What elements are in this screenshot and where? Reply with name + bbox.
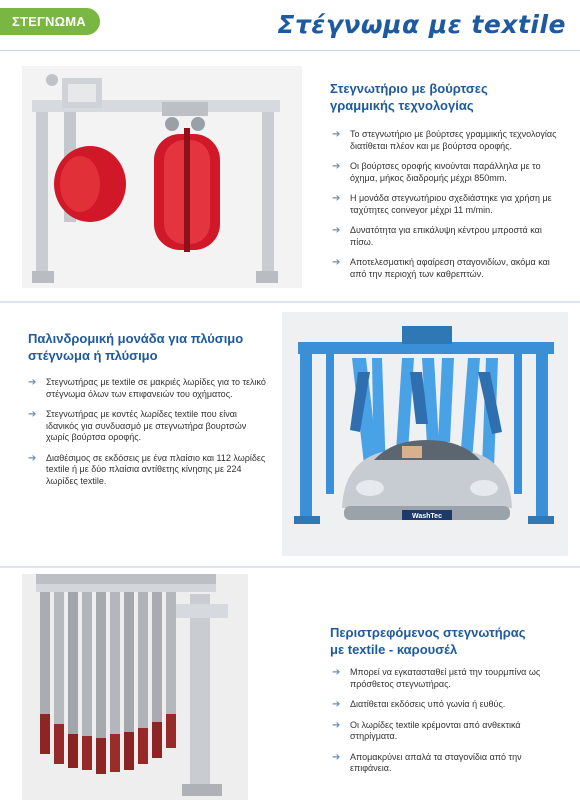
bullet-text: Η μονάδα στεγνωτήριου σχεδιάστηκε για χρήση με ταχύτητες conveyor μέχρι 11 m/min. <box>350 193 552 215</box>
section-divider <box>0 301 580 303</box>
bullet-text: Οι λωρίδες textile κρέμονται από ανθεκτικά στηρίγματα. <box>350 719 521 741</box>
page-header <box>0 0 580 48</box>
arrow-icon: ➔ <box>332 751 341 763</box>
textile-gantry-photo <box>282 312 568 556</box>
license-plate: WashTec <box>412 513 442 520</box>
section2-title-line2: στέγνωμα ή πλύσιμο <box>28 348 158 363</box>
arrow-icon: ➔ <box>332 667 341 678</box>
arrow-icon: ➔ <box>28 452 37 464</box>
arrow-icon: ➔ <box>332 699 341 710</box>
bullet-text: Μπορεί να εγκατασταθεί μετά την τουρμπίνα ως πρόσθετος στεγνωτήρας. <box>350 667 541 689</box>
list-item <box>332 752 560 775</box>
section-tag: ΣΤΕΓΝΩΜΑ <box>0 8 100 35</box>
arrow-icon: ➔ <box>332 257 341 268</box>
list-item <box>332 161 560 184</box>
section3-title-line1: Περιστρεφόμενος στεγνωτήρας <box>330 625 526 640</box>
bullet-text: Απομακρύνει απαλά τα σταγονίδια από την επιφάνεια. <box>350 751 522 773</box>
section1-title-line2: γραμμικής τεχνολογίας <box>330 98 474 113</box>
arrow-icon: ➔ <box>332 193 341 204</box>
section2-title-line1: Παλινδρομική μονάδα για πλύσιμο <box>28 331 244 346</box>
list-item <box>332 193 560 216</box>
list-item <box>332 699 560 711</box>
section1-bullets <box>332 129 560 289</box>
section2-bullets <box>28 377 268 496</box>
bullet-text: Στεγνωτήρας με textile σε μακριές λωρίδες για το τελικό στέγνωμα όλων των επιφανειών του οχήματος. <box>46 377 266 399</box>
section1-title <box>330 80 570 114</box>
section3-title <box>330 624 570 658</box>
carousel-dryer-photo <box>22 574 248 800</box>
list-item <box>332 225 560 248</box>
bullet-text: Στεγνωτήρας με κοντές λωρίδες textile που είναι ιδανικός για συνδυασμό με στεγνωτήρα βουρτσών χωρίς βούρτσα οροφής. <box>46 409 247 442</box>
bullet-text: Αποτελεσματική αφαίρεση σταγονιδίων, ακόμα και από την περιοχή των καθρεπτών. <box>350 257 550 279</box>
page-title: Στέγνωμα με textile <box>277 10 566 39</box>
header-rule <box>0 50 580 51</box>
list-item <box>28 377 268 400</box>
bullet-text: Το στεγνωτήριο με βούρτσες γραμμικής τεχνολογίας διατίθεται πλέον και με βούρτσα οροφής. <box>350 129 557 151</box>
arrow-icon: ➔ <box>28 409 37 420</box>
bullet-text: Διαθέσιμος σε εκδόσεις με ένα πλαίσιο και 112 λωρίδες textile ή με δύο πλαίσια αντίθετης κίνησης με 224 λωρίδες textile. <box>46 452 266 486</box>
list-item <box>332 129 560 152</box>
section-divider <box>0 566 580 568</box>
list-item <box>332 667 560 690</box>
bullet-text: Διατίθεται εκδόσεις υπό γωνία ή ευθύς. <box>350 699 506 709</box>
section2-title <box>28 330 278 364</box>
list-item <box>28 453 268 488</box>
section1-title-line1: Στεγνωτήριο με βούρτσες <box>330 81 488 96</box>
list-item <box>28 409 268 444</box>
arrow-icon: ➔ <box>332 129 341 140</box>
arrow-icon: ➔ <box>28 377 37 388</box>
bullet-text: Δυνατότητα για επικάλυψη κέντρου μπροστά και πίσω. <box>350 225 542 247</box>
section3-title-line2: με textile - καρουσέλ <box>330 642 458 657</box>
arrow-icon: ➔ <box>332 161 341 172</box>
brush-dryer-photo <box>22 66 302 288</box>
list-item <box>332 720 560 743</box>
arrow-icon: ➔ <box>332 225 341 236</box>
list-item <box>332 257 560 280</box>
section3-bullets <box>332 667 560 784</box>
arrow-icon: ➔ <box>332 719 341 731</box>
bullet-text: Οι βούρτσες οροφής κινούνται παράλληλα με το όχημα, μήκος διαδρομής μέχρι 850mm. <box>350 161 541 183</box>
